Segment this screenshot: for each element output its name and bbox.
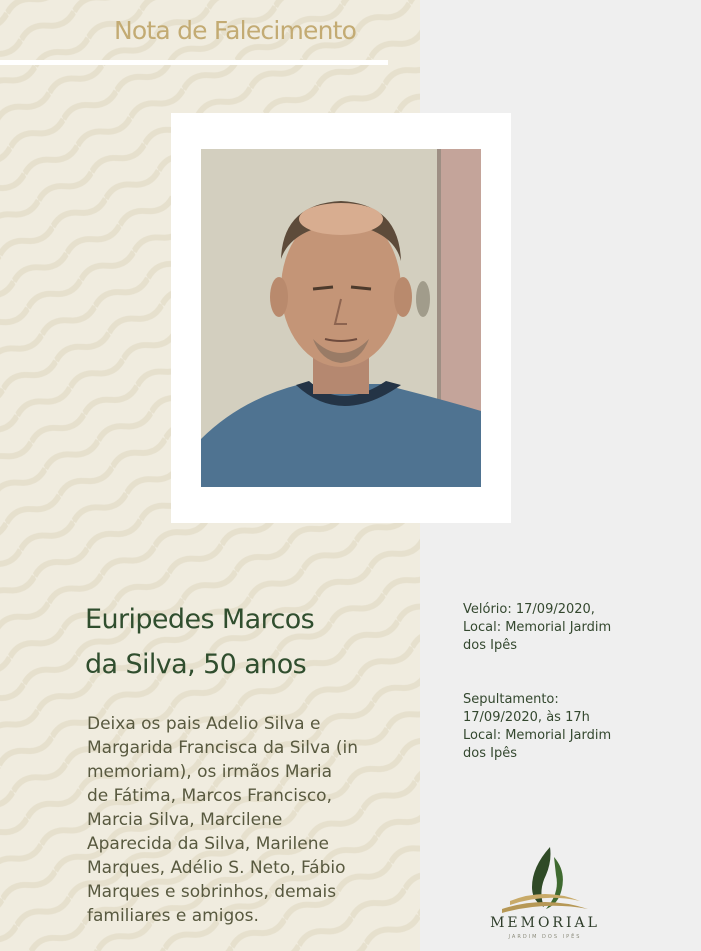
deceased-name-line1: Euripedes Marcos bbox=[85, 604, 315, 635]
deceased-name bbox=[85, 597, 314, 687]
deceased-photo bbox=[201, 149, 481, 487]
memorial-logo bbox=[480, 843, 610, 948]
velorio-info: Velório: 17/09/2020, Local: Memorial Jardim dos Ipês bbox=[463, 602, 612, 653]
photo-frame bbox=[171, 113, 511, 523]
sepultamento-info: Sepultamento: 17/09/2020, às 17h Local: Memorial Jardim dos Ipês bbox=[463, 692, 612, 761]
logo-wordmark: MEMORIAL bbox=[490, 915, 600, 931]
family-text: Deixa os pais Adelio Silva e Margarida Francisca da Silva (in memoriam), os irmãos Maria de Fátima, Marcos Francisco, Marcia Silva, Marcilene Aparecida da Silva, Marilene Marques, Adélio S. Neto, Fábio Marques e sobrinhos, demais familiares e amigos. bbox=[87, 714, 358, 926]
portrait-illustration bbox=[201, 149, 481, 487]
title-divider bbox=[0, 60, 388, 65]
leaf-icon bbox=[480, 843, 610, 915]
ceremony-info bbox=[463, 583, 693, 781]
deceased-name-line2: da Silva, 50 anos bbox=[85, 649, 307, 680]
logo-subtitle: JARDIM DOS IPÊS bbox=[508, 934, 582, 940]
page-title: Nota de Falecimento bbox=[114, 16, 357, 45]
